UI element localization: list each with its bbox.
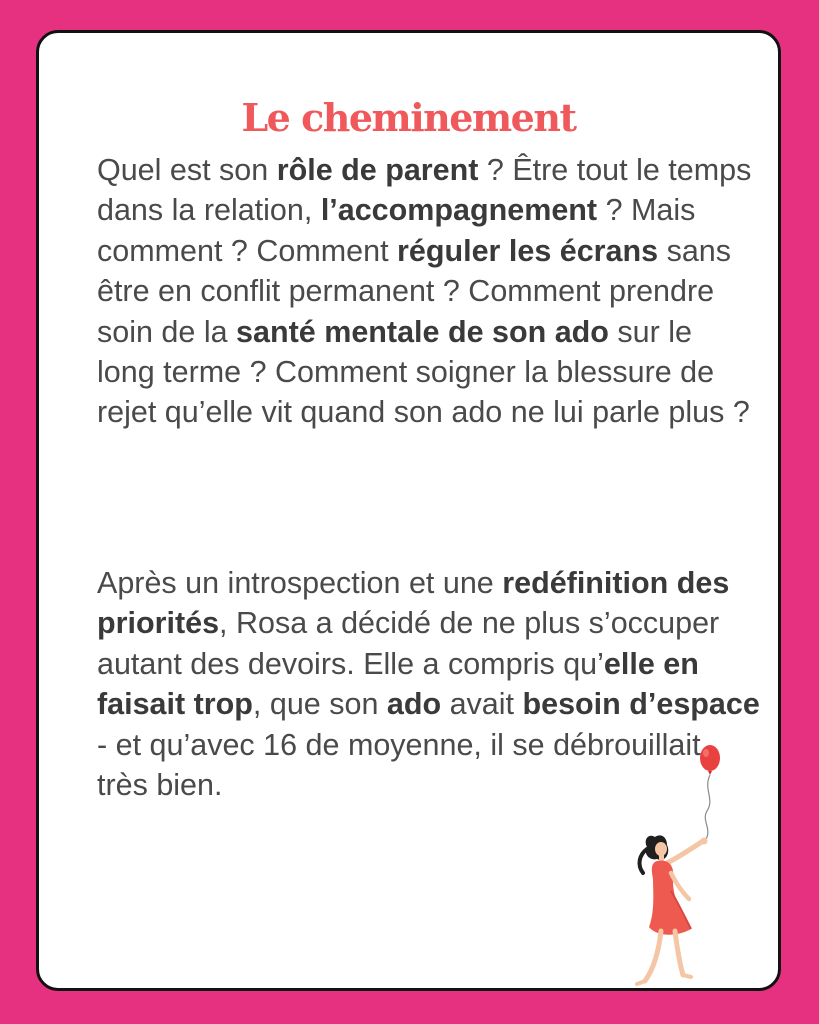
page-title: Le cheminement <box>241 95 576 140</box>
balloon <box>700 745 720 771</box>
highlight-faisait-trop: elle en faisait trop <box>97 646 699 722</box>
highlight-sante-mentale: santé mentale de son ado <box>236 314 609 349</box>
highlight-redefinition: redéfinition des priorités <box>97 566 730 641</box>
highlight-role-parent: rôle de parent <box>276 153 479 187</box>
text-segment: ? Mais comment ? Comment <box>97 193 696 268</box>
balloon-string <box>705 775 710 841</box>
text-segment: très bien. <box>97 768 223 803</box>
text-segment: sur le long terme ? Comment soigner la blessure de rejet qu’elle vit quand son ado ne lui parle plus ? <box>97 314 750 430</box>
text-segment: , Rosa a décidé de ne plus s’occuper autant des devoirs. Elle a compris qu’ <box>97 606 720 681</box>
woman-releasing-balloon-icon <box>587 741 727 991</box>
text-segment: Quel est son <box>97 153 277 187</box>
text-segment: Après un introspection et une <box>97 566 503 600</box>
paragraph-questions <box>97 150 757 433</box>
highlight-besoin-espace: besoin d’espace <box>522 687 760 722</box>
highlight-accompagnement: l’accompagnement <box>320 193 598 228</box>
text-segment: avait <box>441 687 523 722</box>
text-segment: - et qu’avec 16 de moyenne, il se débrouillait <box>97 727 701 762</box>
highlight-ado: ado <box>386 687 442 722</box>
text-segment: , que son <box>252 687 387 722</box>
text-segment: ? Être tout le temps dans la relation, <box>97 153 752 228</box>
text-segment: sans être en conflit permanent ? Comment prendre soin de la <box>97 233 732 349</box>
content-card <box>36 30 781 991</box>
highlight-reguler-ecrans: réguler les écrans <box>397 233 659 268</box>
